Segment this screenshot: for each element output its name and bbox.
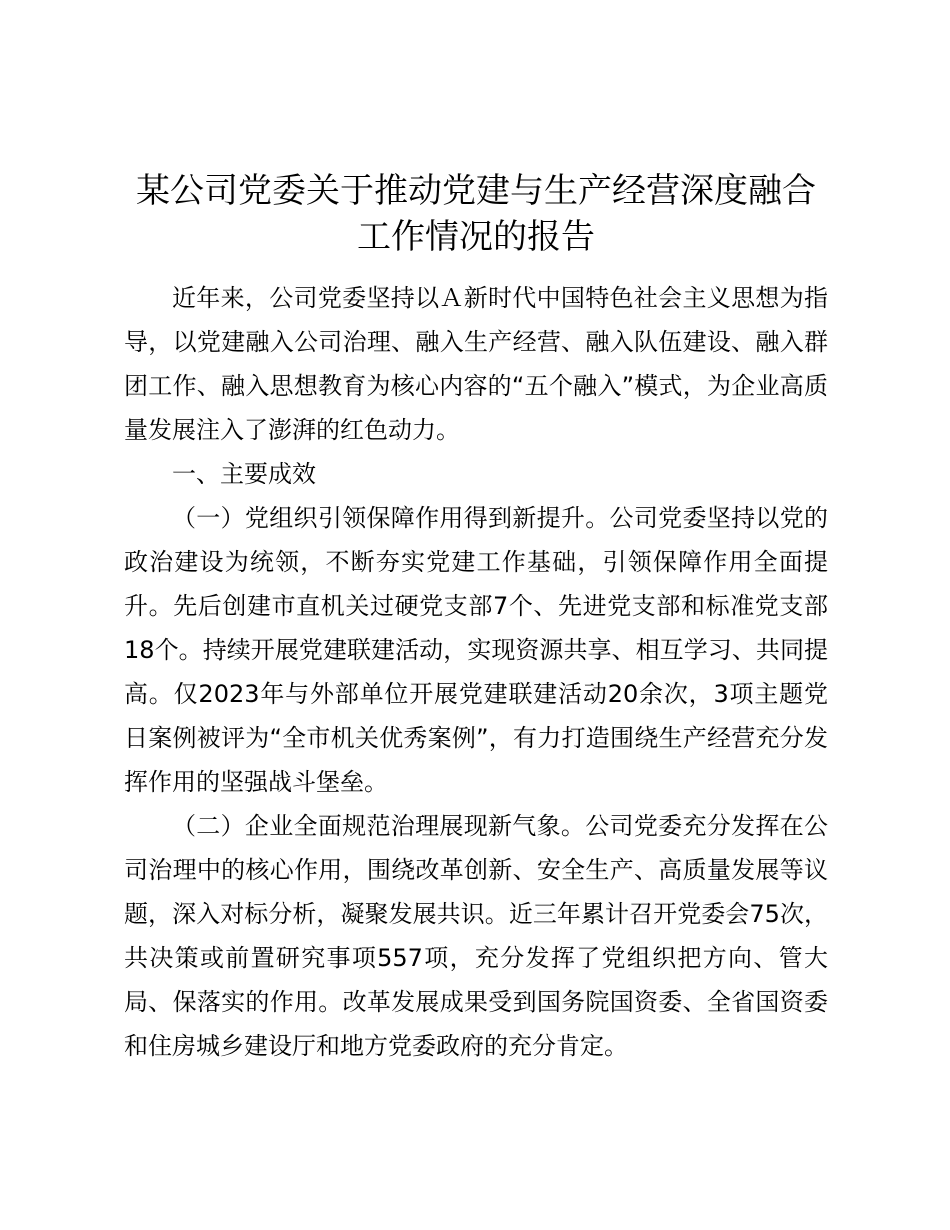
- paragraph-subsection-1: （一）党组织引领保障作用得到新提升。公司党委坚持以党的政治建设为统领，不断夯实党建工作基础，引领保障作用全面提升。先后创建市直机关过硬党支部7个、先进党支部和标准党支部18个。持续开展党建联建活动，实现资源共享、相互学习、共同提高。仅2023年与外部单位开展党建联建活动20余次，3项主题党日案例被评为“全市机关优秀案例”，有力打造围绕生产经营充分发挥作用的坚强战斗堡垒。: [124, 504, 828, 796]
- document-page: [124, 168, 828, 1068]
- document-title: [124, 168, 828, 260]
- paragraph-subsection-2: （二）企业全面规范治理展现新气象。公司党委充分发挥在公司治理中的核心作用，围绕改革创新、安全生产、高质量发展等议题，深入对标分析，凝聚发展共识。近三年累计召开党委会75次，共决策或前置研究事项557项，充分发挥了党组织把方向、管大局、保落实的作用。改革发展成果受到国务院国资委、全省国资委和住房城乡建设厅和地方党委政府的充分肯定。: [124, 812, 828, 1060]
- section-heading-main-results: 一、主要成效: [172, 460, 316, 488]
- title-line-2: 工作情况的报告: [357, 217, 595, 257]
- title-line-1: 某公司党委关于推动党建与生产经营深度融合: [136, 171, 816, 211]
- intro-paragraph: 近年来，公司党委坚持以Ａ新时代中国特色社会主义思想为指导，以党建融入公司治理、融入生产经营、融入队伍建设、融入群团工作、融入思想教育为核心内容的“五个融入”模式，为企业高质量发展注入了澎湃的红色动力。: [124, 284, 828, 444]
- document-body: [124, 276, 828, 1068]
